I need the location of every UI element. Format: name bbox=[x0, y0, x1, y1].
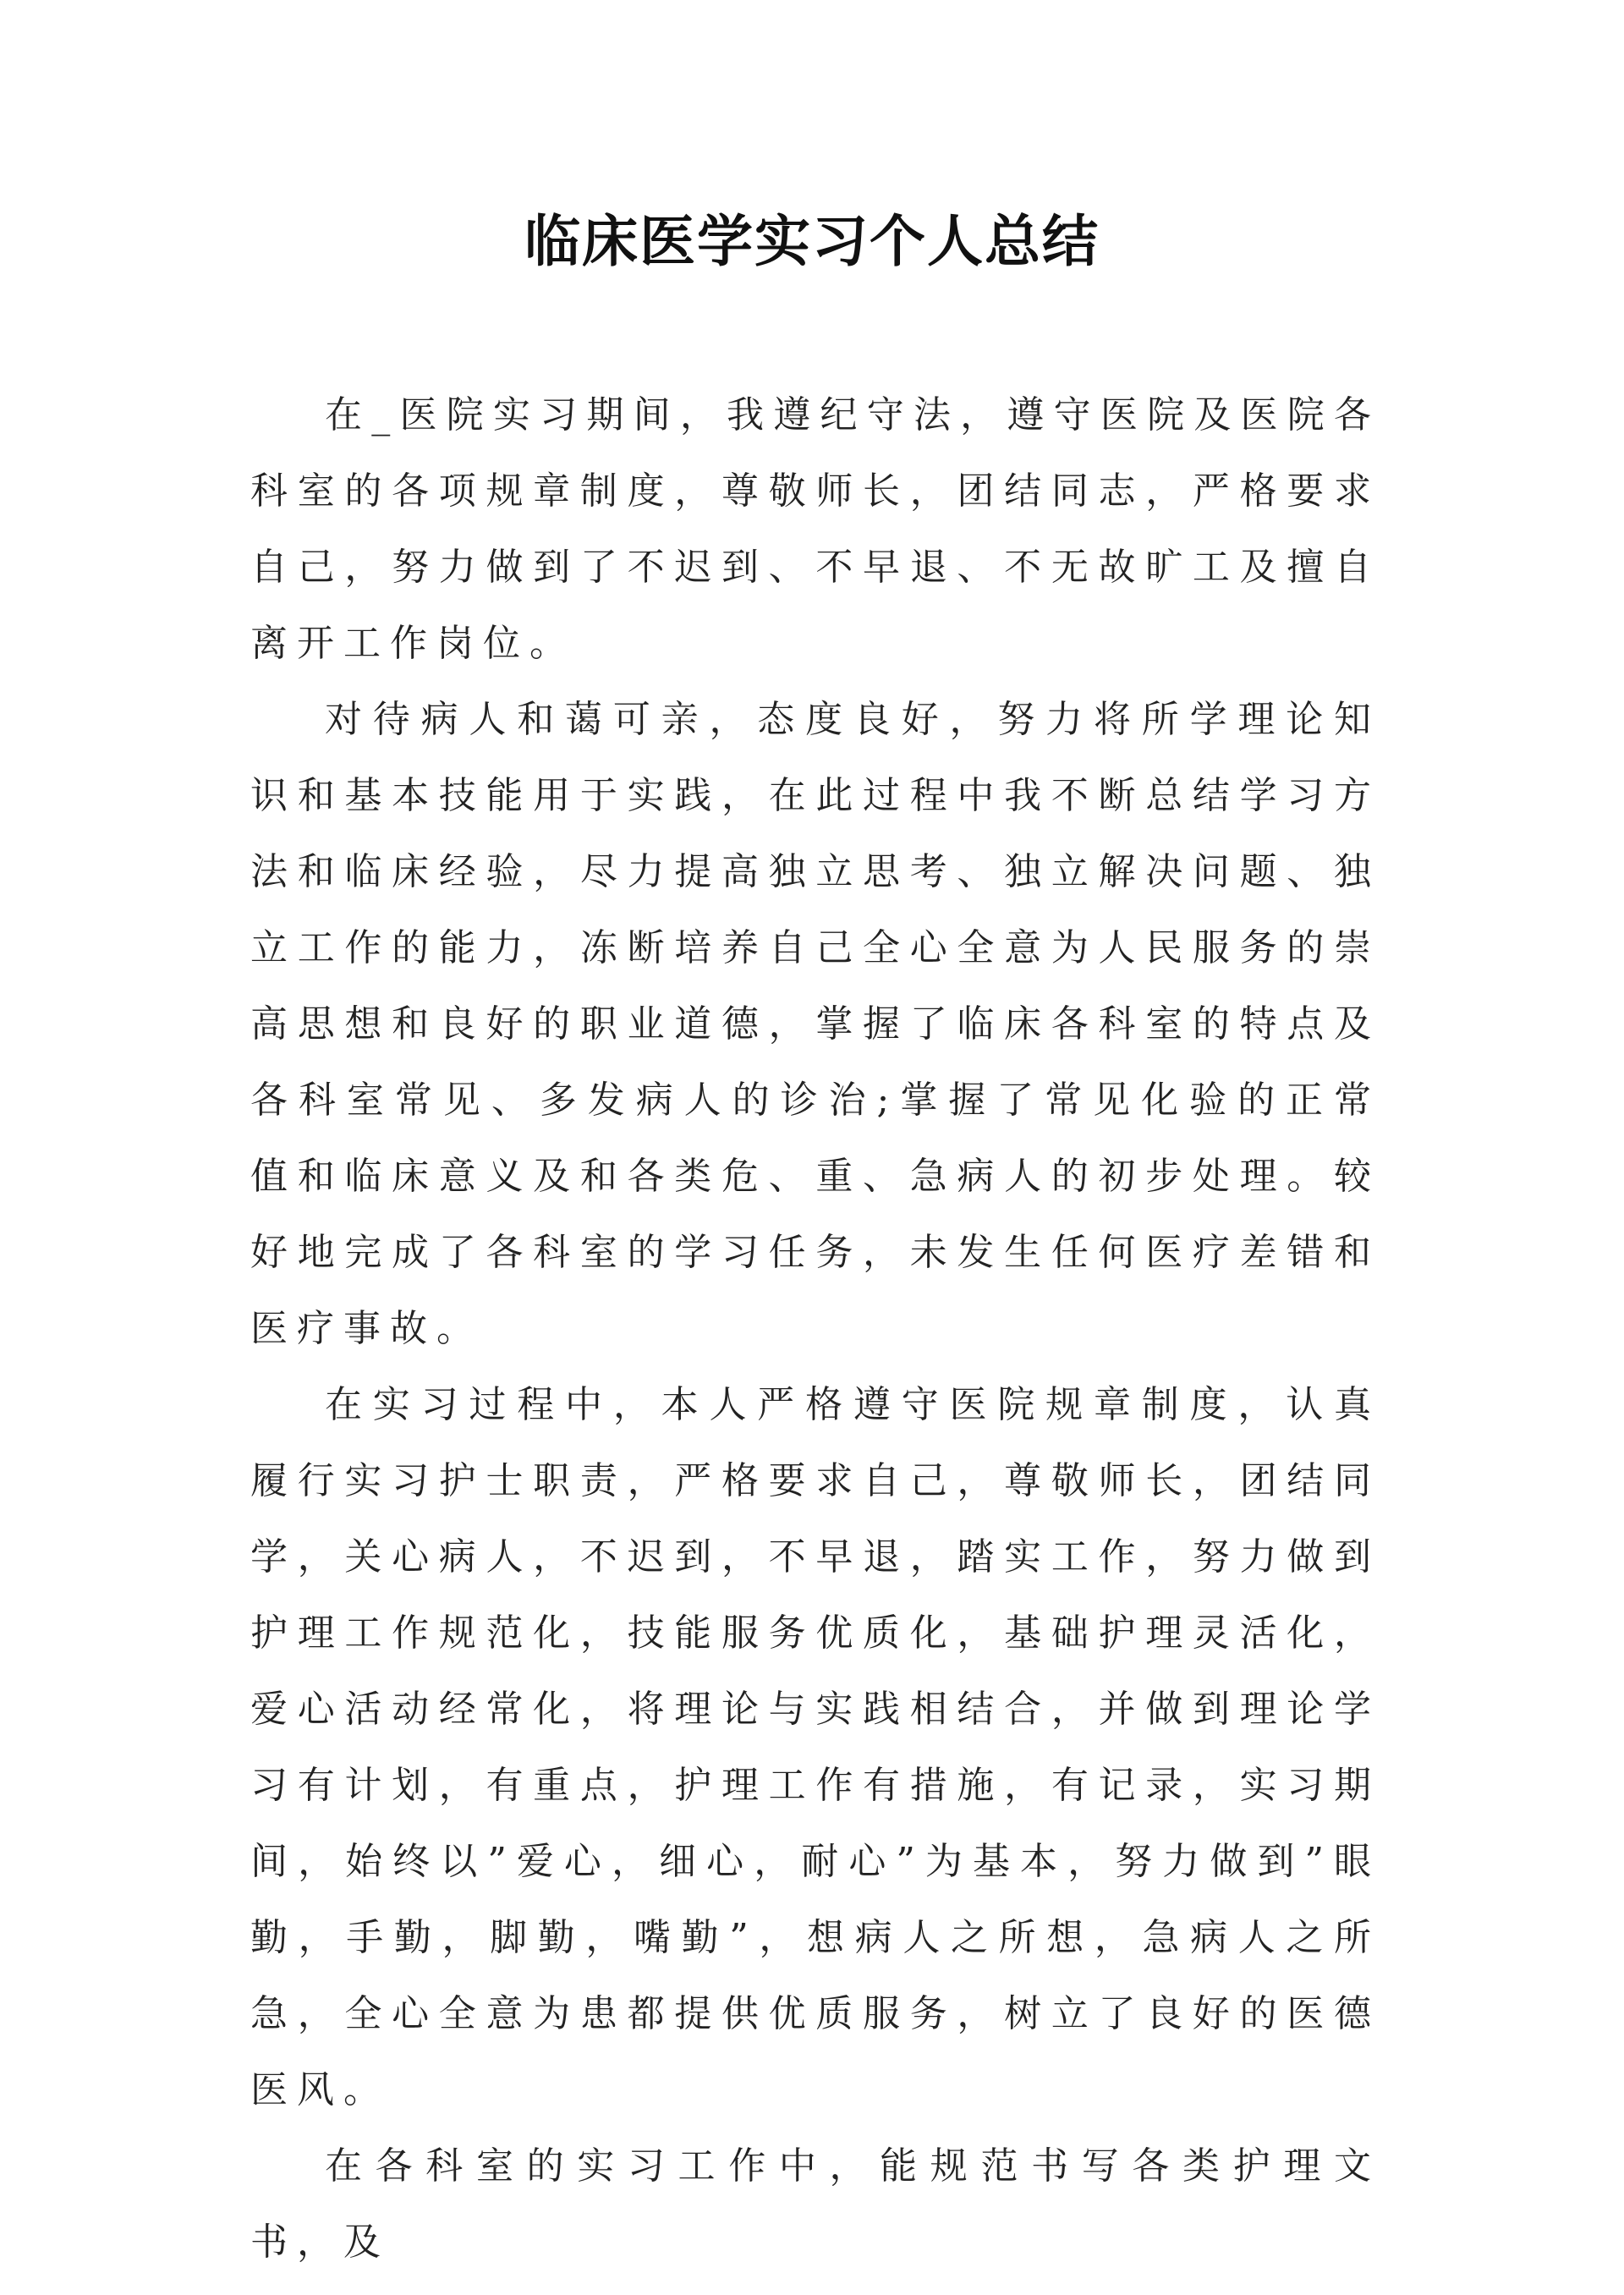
paragraph-1: 在_医院实习期间，我遵纪守法，遵守医院及医院各科室的各项规章制度，尊敬师长，团结同志，严格要求自己，努力做到了不迟到、不早退、不无故旷工及擅自离开工作岗位。 bbox=[250, 393, 1380, 665]
paragraph-4: 在各科室的实习工作中，能规范书写各类护理文书，及 bbox=[250, 2144, 1380, 2264]
document-body bbox=[250, 377, 1380, 2281]
paragraph-3: 在实习过程中，本人严格遵守医院规章制度，认真履行实习护士职责，严格要求自己，尊敬师长，团结同学，关心病人，不迟到，不早退，踏实工作，努力做到护理工作规范化，技能服务优质化，基础护理灵活化，爱心活动经常化，将理论与实践相结合，并做到理论学习有计划，有重点，护理工作有措施，有记录，实习期间，始终以”爱心，细心，耐心”为基本，努力做到”眼勤，手勤，脚勤，嘴勤”，想病人之所想，急病人之所急，全心全意为患都提供优质服务，树立了良好的医德医风。 bbox=[250, 1383, 1380, 2111]
document-title: 临床医学实习个人总结 bbox=[524, 208, 1100, 274]
paragraph-2: 对待病人和蔼可亲，态度良好，努力将所学理论知识和基本技能用于实践，在此过程中我不断总结学习方法和临床经验，尽力提高独立思考、独立解决问题、独立工作的能力，冻断培养自己全心全意为人民服务的崇高思想和良好的职业道德，掌握了临床各科室的特点及各科室常见、多发病人的诊治;掌握了常见化验的正常值和临床意义及和各类危、重、急病人的初步处理。较好地完成了各科室的学习任务，未发生任何医疗差错和医疗事故。 bbox=[250, 698, 1380, 1350]
